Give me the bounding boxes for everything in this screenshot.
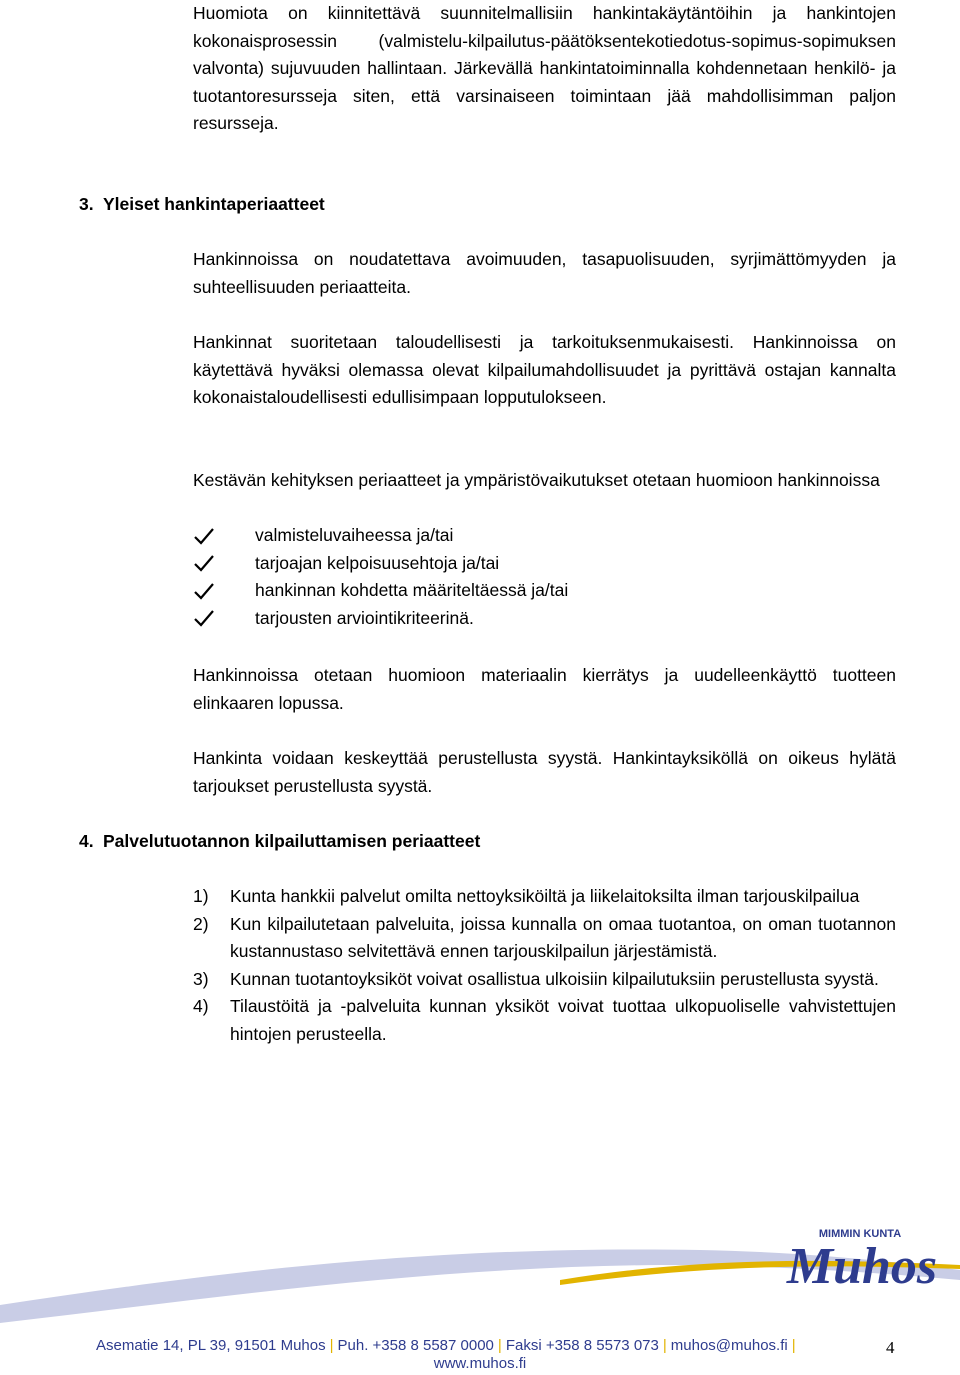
sustainability-checklist xyxy=(193,522,893,632)
section-3-number: 3. xyxy=(79,194,94,214)
footer-fax: Faksi +358 8 5573 073 xyxy=(505,1337,659,1354)
checkmark-icon xyxy=(193,582,215,600)
section-3-title: Yleiset hankintaperiaatteet xyxy=(103,194,325,214)
competition-principles-list xyxy=(193,883,896,1048)
list-item-number: 3) xyxy=(193,968,209,989)
checkmark-icon xyxy=(193,527,215,545)
muhos-logo xyxy=(0,1205,960,1340)
intro-paragraph: Huomiota on kiinnitettävä suunnitelmallisiin hankintakäytäntöihin ja hankintojen kokonaisprosessin (valmistelu-kilpailutus-päätöksentekotiedotus-sopimus-sopimuksen valvonta) sujuvuuden hallintaan. Järkevällä hankintatoiminnalla kohdennetaan henkilö- ja tuotantoresursseja siten, että varsinaiseen toimintaan jää mahdollisimman paljon resursseja. xyxy=(193,3,896,133)
checklist-item-label: valmisteluvaiheessa ja/tai xyxy=(255,525,454,546)
footer-address: Asematie 14, PL 39, 91501 Muhos xyxy=(96,1337,326,1354)
section-4-number: 4. xyxy=(79,831,94,851)
list-item-text: Kun kilpailutetaan palveluita, joissa kunnalla on omaa tuotantoa, on oman tuotannon kustannustaso selvitettävä ennen tarjouskilpailun järjestämistä. xyxy=(230,913,896,961)
footer-contact-line xyxy=(96,1337,800,1354)
footer-separator: | xyxy=(791,1337,796,1354)
checklist-item xyxy=(193,577,893,605)
list-item xyxy=(193,911,896,966)
checklist-item-label: hankinnan kohdetta määriteltäessä ja/tai xyxy=(255,580,569,601)
checklist-item xyxy=(193,605,893,633)
logo-big-text: Muhos xyxy=(786,1238,938,1295)
section-3-heading xyxy=(79,191,325,219)
list-item-text: Kunnan tuotantoyksiköt voivat osallistua ulkoisiin kilpailutuksiin perustellusta syystä. xyxy=(230,968,879,989)
footer-separator: | xyxy=(329,1337,334,1354)
list-item-text: Tilaustöitä ja -palveluita kunnan yksiköt voivat tuottaa ulkopuoliselle vahvistettujen hintojen perusteella. xyxy=(230,996,896,1044)
list-item-number: 2) xyxy=(193,913,209,934)
section-3-paragraph-3: Kestävän kehityksen periaatteet ja ympäristövaikutukset otetaan huomioon hankinnoissa xyxy=(193,470,880,490)
list-item xyxy=(193,883,896,911)
list-item xyxy=(193,966,896,994)
checklist-item xyxy=(193,522,893,550)
checklist-item-label: tarjoajan kelpoisuusehtoja ja/tai xyxy=(255,552,500,573)
checklist-item-label: tarjousten arviointikriteerinä. xyxy=(255,607,474,628)
list-item xyxy=(193,993,896,1048)
section-4-heading xyxy=(79,828,480,856)
checklist-item xyxy=(193,550,893,578)
section-3-paragraph-1: Hankinnoissa on noudatettava avoimuuden, tasapuolisuuden, syrjimättömyyden ja suhteellisuuden periaatteita. xyxy=(193,249,896,297)
checkmark-icon xyxy=(193,554,215,572)
footer-website[interactable]: www.muhos.fi xyxy=(433,1355,527,1372)
footer-separator: | xyxy=(662,1337,667,1354)
list-item-text: Kunta hankkii palvelut omilta nettoyksiköiltä ja liikelaitoksilta ilman tarjouskilpailua xyxy=(230,886,860,906)
footer-email[interactable]: muhos@muhos.fi xyxy=(670,1337,788,1354)
section-4-title: Palvelutuotannon kilpailuttamisen periaatteet xyxy=(103,831,481,851)
section-3-paragraph-5: Hankinta voidaan keskeyttää perustellusta syystä. Hankintayksiköllä on oikeus hylätä tarjoukset perustellusta syystä. xyxy=(193,748,896,796)
section-3-paragraph-2: Hankinnat suoritetaan taloudellisesti ja tarkoituksenmukaisesti. Hankinnoissa on käytettävä hyväksi olemassa olevat kilpailumahdollisuudet ja pyrittävä ostajan kannalta kokonaistaloudellisesti edullisimpaan lopputulokseen. xyxy=(193,332,896,407)
logo-small-text: MIMMIN KUNTA xyxy=(818,1228,902,1240)
list-item-number: 1) xyxy=(193,886,209,906)
section-3-paragraph-4: Hankinnoissa otetaan huomioon materiaalin kierrätys ja uudelleenkäyttö tuotteen elinkaaren lopussa. xyxy=(193,665,896,713)
checkmark-icon xyxy=(193,609,215,627)
footer-phone: Puh. +358 8 5587 0000 xyxy=(337,1337,494,1354)
footer-separator: | xyxy=(497,1337,502,1354)
page-number: 4 xyxy=(886,1338,895,1357)
list-item-number: 4) xyxy=(193,996,209,1016)
